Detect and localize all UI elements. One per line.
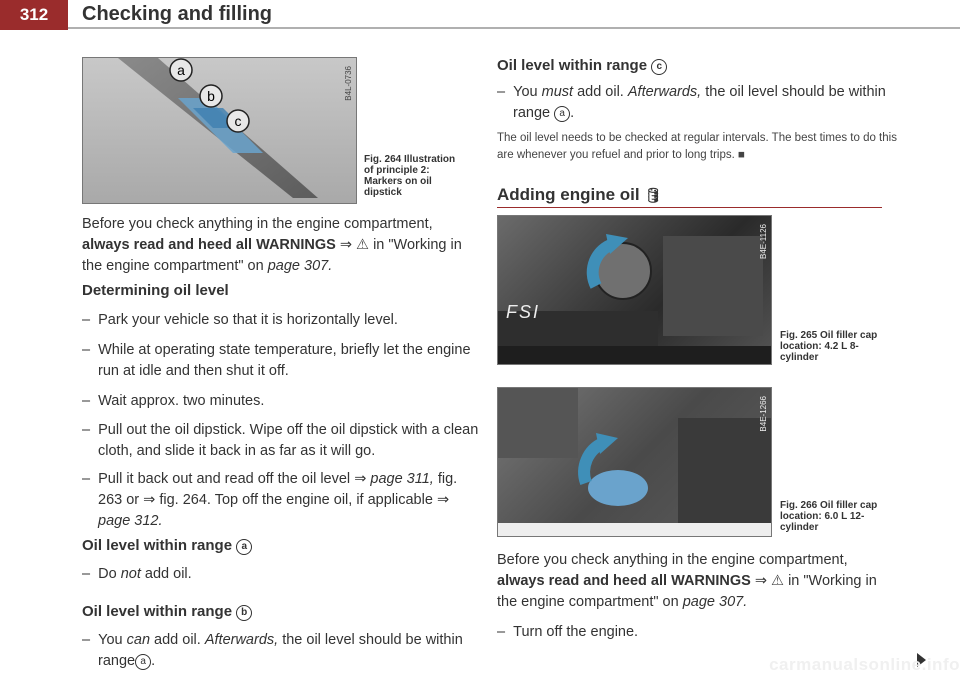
fig265-code: B4E-1126 — [759, 224, 768, 259]
warning-icon: ⚠ — [356, 237, 370, 253]
right-intro-ref: in "Working in the engine compartment" on — [497, 573, 877, 610]
figure-264-dipstick — [82, 57, 357, 204]
range-b-heading-text: Oil level within range — [82, 603, 233, 620]
adding-heading-text: Adding engine oil — [497, 185, 640, 204]
range-a-em: not — [120, 566, 141, 582]
range-a-marker: a — [236, 539, 252, 555]
header-rule — [68, 27, 960, 29]
left-intro-ref: in "Working in the engine compartment" on — [82, 237, 462, 274]
range-a-heading-text: Oil level within range — [82, 537, 233, 554]
turn-off-text: Turn off the engine. — [513, 624, 639, 640]
interval-note-text: The oil level needs to be checked at regular intervals. The best times to do this are whenever you refuel and prior to long trips. — [497, 132, 897, 161]
range-b-pre: You — [98, 632, 127, 648]
step-5: – Pull it back out and read off the oil level ⇒ page 311, fig. 263 or ⇒ fig. 264. Top off the engine oil, if applicable ⇒ page 312. — [82, 471, 458, 529]
range-b-heading — [82, 603, 252, 621]
step-1: – Park your vehicle so that it is horizontally level. — [82, 312, 398, 328]
fig264-caption: Fig. 264 Illustration of principle 2: Markers on oil dipstick — [364, 154, 456, 198]
right-intro: Before you check anything in the engine compartment, always read and heed all WARNINGS ⇒ ⚠ in "Working in the engine compartment" on page 307. — [497, 552, 877, 610]
range-b-text: – You can add oil. Afterwards, the oil level should be within range a . — [82, 632, 463, 669]
adding-rule — [497, 207, 882, 208]
range-c-text: – You must add oil. Afterwards, the oil level should be within range a . — [497, 84, 886, 121]
range-b-end: . — [151, 653, 156, 669]
step-4-text: Pull out the oil dipstick. Wipe off the oil dipstick with a clean cloth, and slide it back in as far as it will go. — [98, 422, 479, 459]
fig266-caption: Fig. 266 Oil filler cap location: 6.0 L 12-cylinder — [780, 500, 878, 533]
range-b-marker: b — [236, 605, 252, 621]
step-3-text: Wait approx. two minutes. — [98, 393, 265, 409]
range-c-marker: c — [651, 59, 667, 75]
page-number: 312 — [0, 0, 68, 30]
range-a-text: – Do not add oil. — [82, 566, 192, 582]
fsi-logo: FSI — [506, 302, 541, 322]
step-2-text: While at operating state temperature, briefly let the engine run at idle and then shut it off. — [98, 342, 471, 379]
step-5-page-ref[interactable]: page 311, — [370, 471, 434, 487]
step-1-text: Park your vehicle so that it is horizontally level. — [98, 312, 398, 328]
end-square-icon: ■ — [738, 149, 745, 161]
page-title: Checking and filling — [82, 3, 273, 25]
fig265-caption: Fig. 265 Oil filler cap location: 4.2 L 8-cylinder — [780, 330, 878, 363]
range-a-pre: Do — [98, 566, 121, 582]
range-c-post: the oil level should be within range — [513, 84, 886, 121]
fig264-label-b: b — [207, 88, 215, 104]
fig264-label-c: c — [234, 113, 242, 129]
left-intro-page: page 307. — [267, 258, 333, 274]
range-c-end-marker: a — [554, 106, 570, 122]
right-intro-text: Before you check anything in the engine compartment, — [497, 552, 848, 568]
range-b-em2: Afterwards, — [204, 632, 279, 648]
right-intro-page: page 307. — [682, 594, 748, 610]
step-3: – Wait approx. two minutes. — [82, 393, 265, 409]
range-a-heading — [82, 537, 252, 555]
right-intro-warning: always read and heed all WARNINGS — [497, 573, 751, 589]
adding-heading — [497, 185, 662, 205]
interval-note — [497, 130, 897, 164]
range-a-post: add oil. — [140, 566, 192, 582]
range-b-mid: add oil. — [150, 632, 205, 648]
left-intro: Before you check anything in the engine compartment, always read and heed all WARNINGS ⇒ ⚠ in "Working in the engine compartment" on page 307. — [82, 216, 462, 274]
fig264-label-a: a — [177, 62, 185, 78]
range-c-heading-text: Oil level within range — [497, 57, 648, 74]
warning-icon: ⚠ — [771, 573, 785, 589]
step-5-text-3: fig. 264. Top off the engine oil, if applicable — [155, 492, 437, 508]
step-2: – While at operating state temperature, briefly let the engine run at idle and then shut it off. — [82, 342, 471, 379]
turn-off-step: – Turn off the engine. — [497, 624, 639, 640]
range-c-end: . — [570, 105, 575, 121]
watermark: carmanualsonline.info — [769, 655, 960, 674]
step-4: – Pull out the oil dipstick. Wipe off the oil dipstick with a clean cloth, and slide it back in as far as it will go. — [82, 422, 479, 459]
range-b-em: can — [126, 632, 151, 648]
range-b-post: the oil level should be within range — [98, 632, 463, 669]
determining-heading: Determining oil level — [82, 282, 229, 299]
range-c-heading — [497, 57, 667, 75]
range-b-end-marker: a — [135, 654, 151, 670]
range-c-em2: Afterwards, — [627, 84, 702, 100]
w12-engine-illustration — [498, 388, 771, 536]
step-5-text-2: fig. 263 or — [98, 471, 458, 508]
left-intro-warning: always read and heed all WARNINGS — [82, 237, 336, 253]
range-c-mid: add oil. — [573, 84, 628, 100]
range-c-pre: You — [513, 84, 542, 100]
figure-265-oil-cap-v8 — [497, 215, 772, 365]
step-5-text: Pull it back out and read off the oil level — [98, 471, 355, 487]
v8-engine-illustration — [498, 216, 771, 364]
dipstick-illustration — [83, 58, 356, 203]
step-5-page-ref-2[interactable]: page 312. — [98, 513, 163, 529]
left-intro-text: Before you check anything in the engine compartment, — [82, 216, 433, 232]
fig264-code: B4L-0736 — [344, 66, 353, 101]
range-c-em: must — [541, 84, 574, 100]
oil-can-icon: 🛢 — [644, 187, 663, 203]
fig266-code: B4E-1266 — [759, 396, 768, 432]
figure-266-oil-cap-w12 — [497, 387, 772, 537]
